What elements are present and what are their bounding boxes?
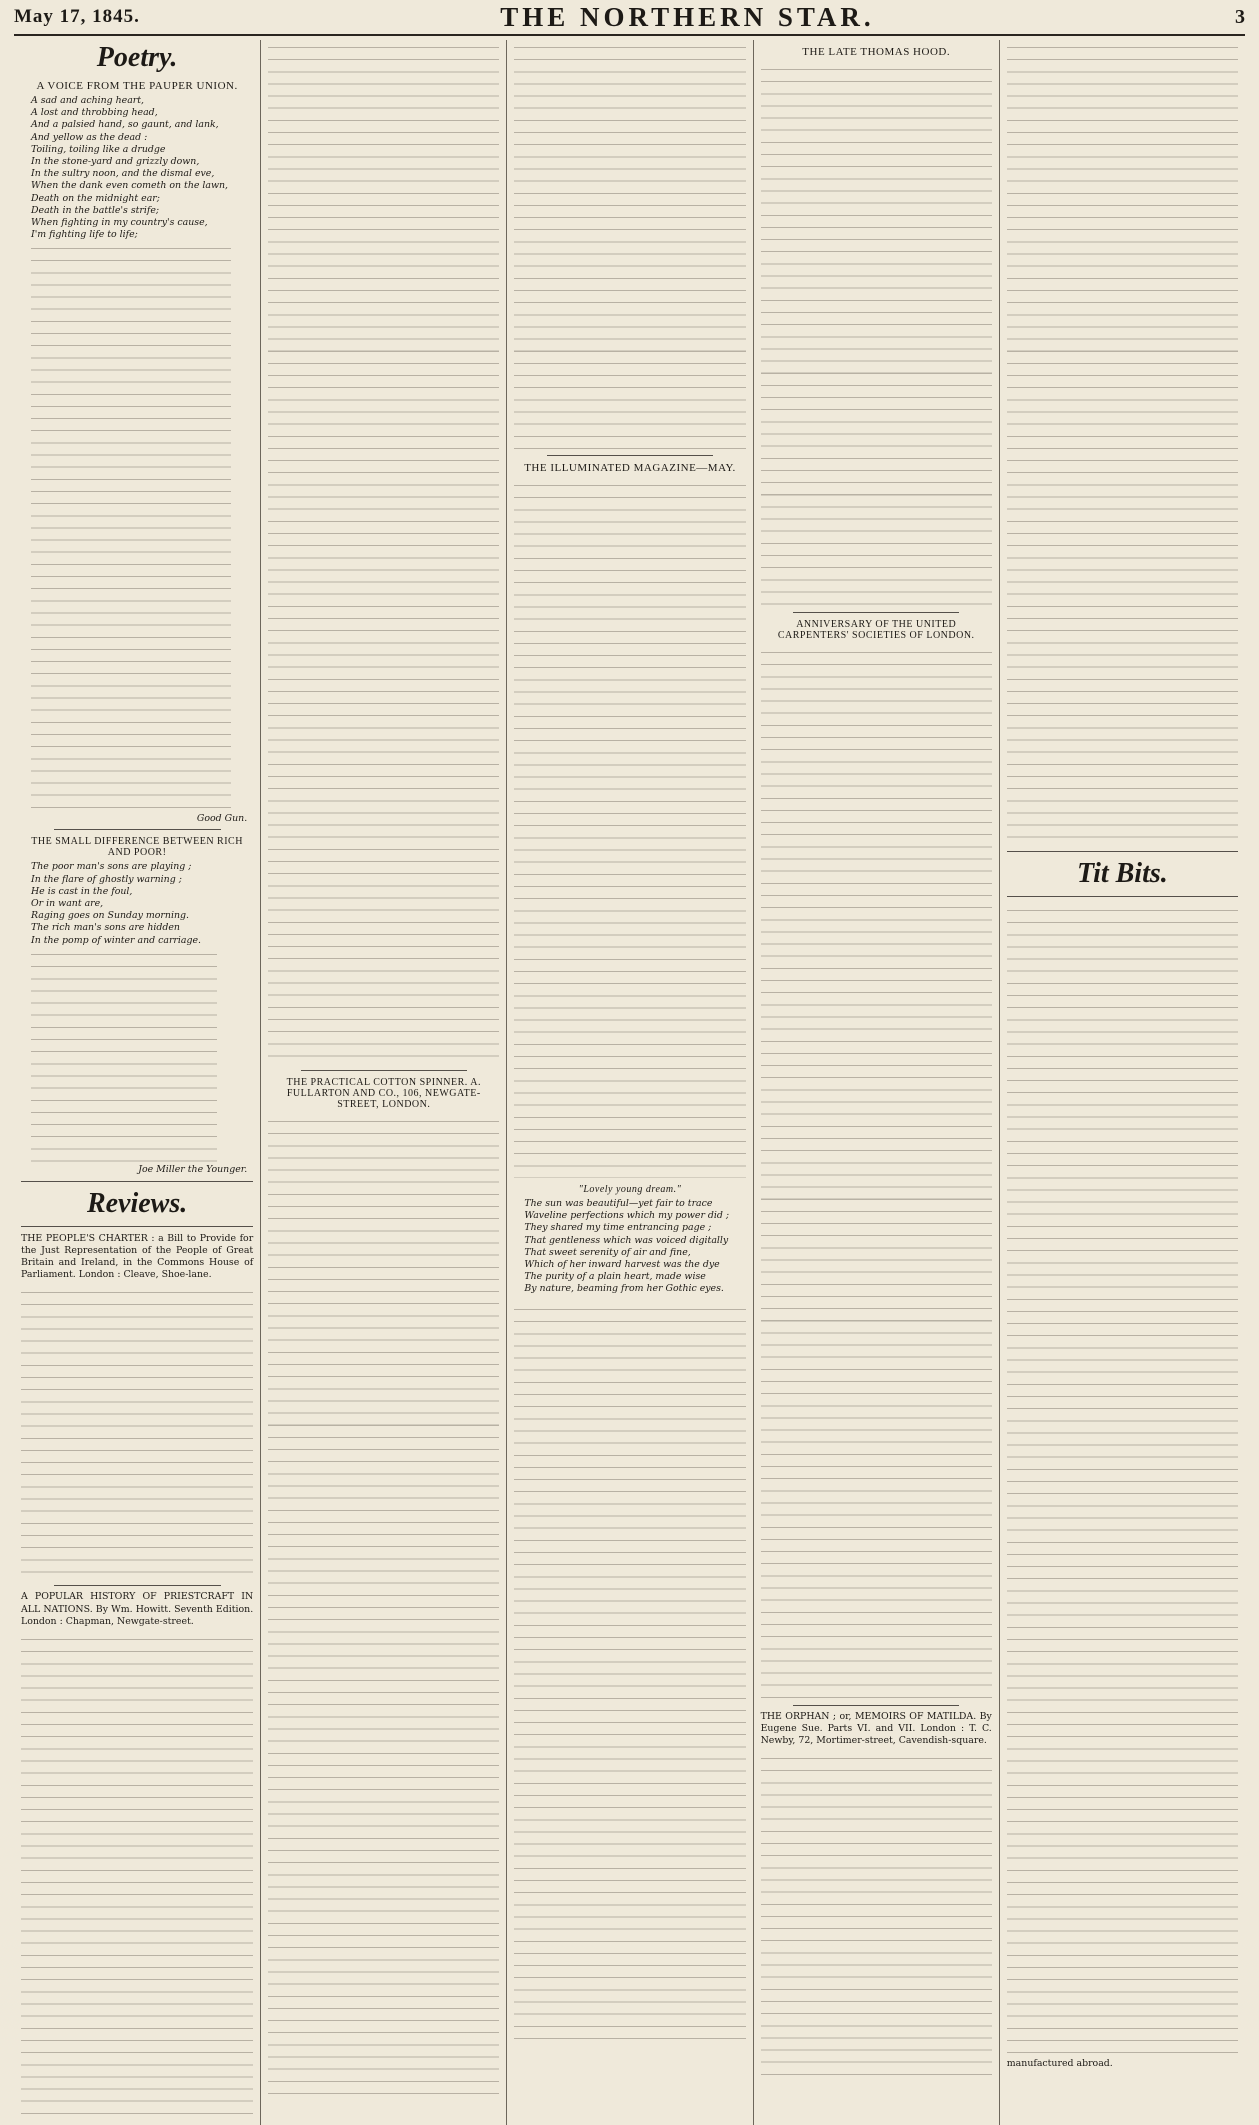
poem-title: "Lovely young dream." (578, 1184, 682, 1195)
review-headline: THE ORPHAN ; or, MEMOIRS OF MATILDA. By Eugene Sue. Parts VI. and VII. London : T. C. Newby, 72, Mortimer-street, Cavendish-square. (760, 1711, 992, 1747)
column-1 (14, 40, 260, 2125)
review-body (514, 478, 745, 1178)
poem-continuation (21, 241, 253, 811)
column-5 (999, 40, 1245, 2125)
issue-date: May 17, 1845. (14, 6, 140, 27)
review-headline: A POPULAR HISTORY OF PRIESTCRAFT IN ALL NATIONS. By Wm. Howitt. Seventh Edition. London : Chapman, Newgate-street. (21, 1591, 254, 1627)
divider (1007, 851, 1238, 852)
review-headline: THE PEOPLE'S CHARTER : a Bill to Provide for the Just Representation of the People of Great Britain and Ireland, in the Commons House of Parliament. London : Cleave, Shoe-lane. (21, 1232, 254, 1281)
poem-verse: The sun was beautiful—yet fair to trace Waveline perfections which my power did ; They shared my time entrancing page ; That gentleness which was voiced digitally That sweet serenity of air and fine, Which of her inward harvest was the dye The purity of a plain heart, made wise By nature, beaming from her Gothic eyes. (524, 1198, 730, 1295)
divider (1007, 896, 1238, 897)
page-number: 3 (1234, 5, 1245, 28)
divider (301, 1070, 467, 1071)
divider (21, 1181, 253, 1182)
review-body (268, 1114, 499, 2094)
poem-title: THE SMALL DIFFERENCE BETWEEN RICH AND POOR! (31, 836, 243, 859)
article-body (514, 40, 745, 450)
article-headline: THE LATE THOMAS HOOD. (802, 46, 951, 58)
review-headline: THE PRACTICAL COTTON SPINNER. A. FULLARTON AND CO., 106, NEWGATE-STREET, LONDON. (286, 1077, 481, 1110)
divider (54, 829, 221, 830)
divider (54, 1585, 221, 1586)
article-body (761, 62, 992, 607)
poem-signature: Joe Miller the Younger. (138, 1163, 248, 1175)
poem-signature: Good Gun. (196, 813, 248, 825)
poem-title: A VOICE FROM THE PAUPER UNION. (36, 80, 238, 92)
poem-verse: The poor man's sons are playing ; In the flare of ghostly warning ; He is cast in the foul, Or in want are, Raging goes on Sunday morning. The rich man's sons are hidden In the pomp of winter and carriage. (31, 861, 202, 946)
tit-bits-section-title: Tit Bits. (1077, 858, 1168, 889)
review-body (761, 1751, 992, 2081)
article-headline: ANNIVERSARY OF THE UNITED CARPENTERS' SOCIETIES OF LONDON. (777, 619, 975, 641)
divider (21, 1226, 253, 1227)
article-body (1007, 40, 1238, 845)
tit-bits-body (1007, 903, 1238, 2058)
review-body (514, 1302, 745, 2042)
divider (547, 455, 713, 456)
review-body (21, 1632, 253, 2125)
columns (14, 40, 1245, 2125)
divider (793, 1705, 959, 1706)
review-headline: THE ILLUMINATED MAGAZINE—MAY. (524, 462, 736, 474)
masthead (14, 0, 1245, 36)
article-body (268, 40, 499, 1065)
column-3 (506, 40, 752, 2125)
poem-continuation (21, 947, 253, 1162)
article-body (761, 645, 992, 1700)
review-body (21, 1285, 253, 1580)
divider (793, 612, 959, 613)
closing-text: manufactured abroad. (1006, 2058, 1113, 2069)
newspaper-title: THE NORTHERN STAR. (500, 1, 875, 32)
column-2 (260, 40, 506, 2125)
reviews-section-title: Reviews. (86, 1187, 188, 1219)
poetry-section-title: Poetry. (96, 42, 178, 73)
poem-verse: A sad and aching heart, A lost and throbbing head, And a palsied hand, so gaunt, and lank, And yellow as the dead : Toiling, toiling like a drudge In the stone-yard and grizzly down, In the sultry noon, and the dismal eve, When the dank even cometh on the lawn, Death on the midnight ear; Death in the battle's strife; When fighting in my country's cause, I'm fighting life to life; (31, 95, 229, 241)
column-4 (753, 40, 999, 2125)
